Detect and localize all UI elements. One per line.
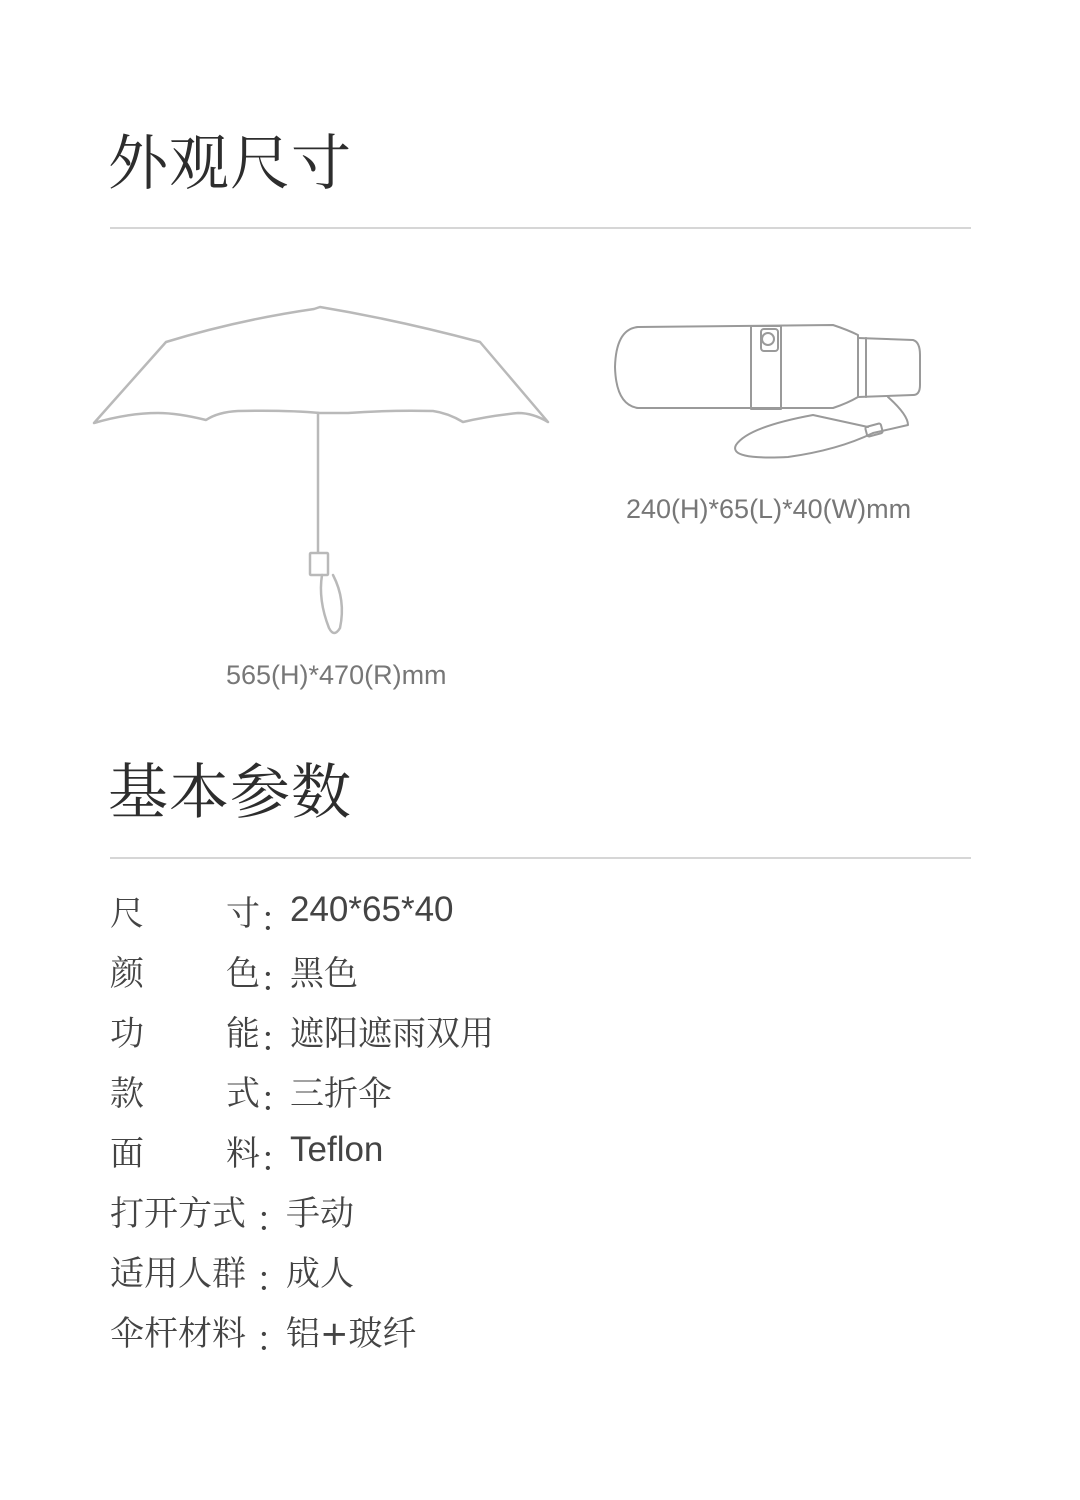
spec-row-size xyxy=(110,880,494,940)
spec-label-char: 式 xyxy=(226,1073,260,1114)
spec-colon: ： xyxy=(260,1079,294,1120)
params-divider xyxy=(110,857,971,859)
spec-row-open-method xyxy=(110,1180,494,1240)
appearance-title: 外观尺寸 xyxy=(108,129,352,199)
spec-row-audience xyxy=(110,1240,494,1300)
spec-label-char: 色 xyxy=(226,953,260,994)
spec-colon: ： xyxy=(260,959,294,1000)
spec-label-char: 能 xyxy=(226,1013,260,1054)
spec-label-char: 功 xyxy=(110,1013,144,1054)
spec-label: 适用人群 xyxy=(110,1253,246,1294)
spec-value: 铝+玻纤 xyxy=(286,1313,417,1354)
spec-colon: ： xyxy=(256,1199,290,1240)
spec-row-fabric xyxy=(110,1120,494,1180)
spec-label-char: 尺 xyxy=(110,893,144,934)
spec-row-color xyxy=(110,940,494,1000)
spec-label: 伞杆材料 xyxy=(110,1313,246,1354)
spec-colon: ： xyxy=(260,1139,294,1180)
spec-list xyxy=(110,880,494,1360)
appearance-divider xyxy=(110,227,971,229)
spec-label-char: 面 xyxy=(110,1133,144,1174)
spec-row-shaft-material xyxy=(110,1300,494,1360)
spec-value: 黑色 xyxy=(290,953,358,994)
spec-value: 成人 xyxy=(286,1253,354,1294)
open-umbrella-drawing xyxy=(88,300,558,645)
open-umbrella-dimensions: 565(H)*470(R)mm xyxy=(226,660,447,690)
spec-value: 240*65*40 xyxy=(290,890,454,929)
spec-label-char: 料 xyxy=(226,1133,260,1174)
spec-value: 遮阳遮雨双用 xyxy=(290,1013,494,1054)
spec-label-char: 款 xyxy=(110,1073,144,1114)
spec-colon: ： xyxy=(260,1019,294,1060)
spec-value: Teflon xyxy=(290,1130,384,1169)
spec-colon: ： xyxy=(256,1259,290,1300)
spec-row-function xyxy=(110,1000,494,1060)
spec-value: 手动 xyxy=(286,1193,354,1234)
spec-label-char: 颜 xyxy=(110,953,144,994)
folded-umbrella-drawing xyxy=(608,315,926,465)
spec-label xyxy=(110,886,260,935)
params-title: 基本参数 xyxy=(108,758,352,828)
spec-label xyxy=(110,946,260,995)
folded-umbrella-dimensions: 240(H)*65(L)*40(W)mm xyxy=(626,494,912,524)
spec-row-style xyxy=(110,1060,494,1120)
spec-label xyxy=(110,1006,260,1055)
spec-colon: ： xyxy=(260,899,294,940)
spec-colon: ： xyxy=(256,1319,290,1360)
spec-value: 三折伞 xyxy=(290,1073,392,1114)
spec-label xyxy=(110,1126,260,1175)
spec-label xyxy=(110,1066,260,1115)
spec-label: 打开方式 xyxy=(110,1193,246,1234)
spec-label-char: 寸 xyxy=(226,893,260,934)
